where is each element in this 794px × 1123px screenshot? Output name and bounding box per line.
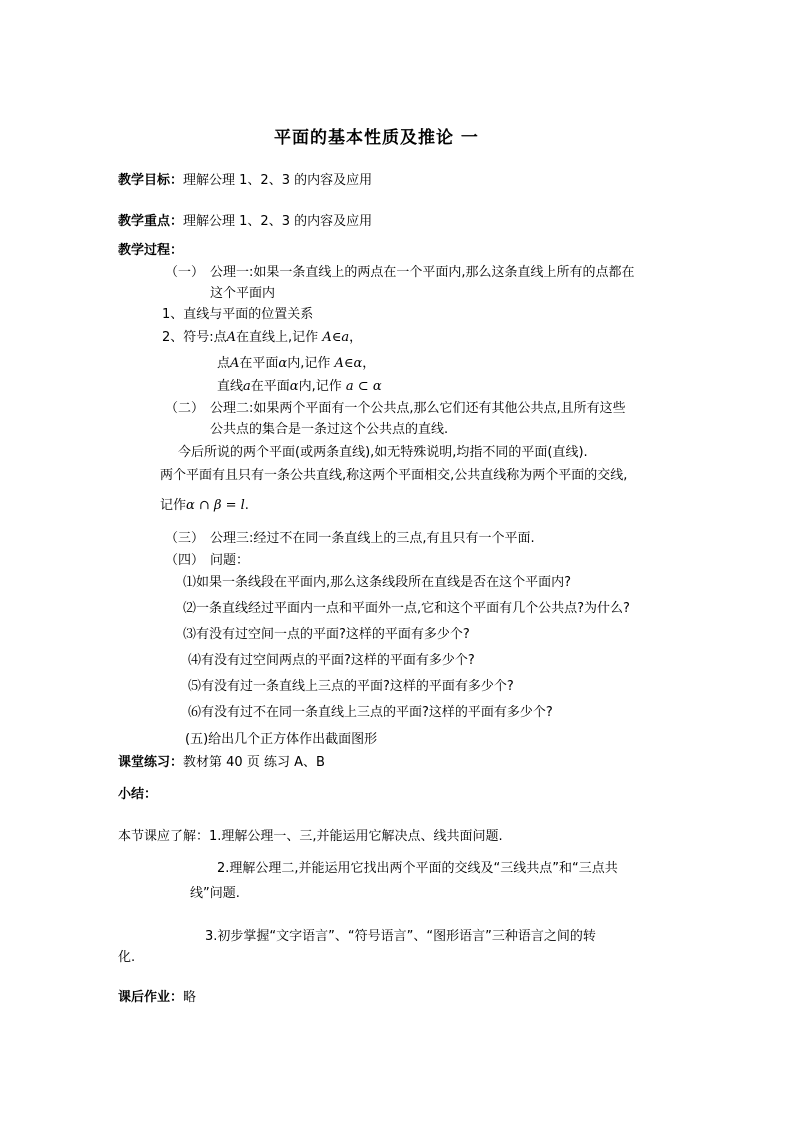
item1: 1、直线与平面的位置关系 [162,307,314,322]
objective-line [118,172,372,190]
keypoint-line [118,213,372,231]
symbol-line-point-in-plane: 点A在平面α内,记作 A∈α， [217,356,376,371]
question-1: ⑴如果一条线段在平面内,那么这条线段所在直线是否在这个平面内? [183,575,572,590]
page-title: 平面的基本性质及推论 一 [274,128,479,148]
axiom2-line2: 公共点的集合是一条过这个公共点的直线. [210,422,449,437]
practice-line [118,754,325,772]
questions-label: 问题： [210,553,250,568]
symbol-line-point-on-line: 2、符号:点A在直线上,记作 A∈a， [162,330,363,345]
axiom1-number: （一） [165,265,205,280]
practice-label: 课堂练习： [118,755,184,770]
objective-text: 理解公理 1、2、3 的内容及应用 [183,173,373,188]
summary-point2-line1: 2.理解公理二,并能运用它找出两个平面的交线及“三线共点”和“三点共 [217,861,618,876]
homework-text: 略 [183,990,197,1005]
axiom2-line1: 公理二:如果两个平面有一个公共点,那么它们还有其他公共点,且所有这些 [210,401,626,416]
axiom3-number: （三） [165,531,205,546]
question-5: ⑸有没有过一条直线上三点的平面?这样的平面有多少个? [188,679,514,694]
axiom2-number: （二） [165,401,205,416]
questions-number: （四） [165,553,205,568]
note-line: 今后所说的两个平面(或两条直线),如无特殊说明,均指不同的平面(直线). [178,445,588,460]
intersection-formula: α ∩ β = l [186,498,245,513]
summary-point2-line2: 线”问题. [190,886,240,901]
summary-point3-line2: 化. [118,950,136,965]
axiom3-text: 公理三:经过不在同一条直线上的三点,有且只有一个平面. [210,531,535,546]
practice-text: 教材第 40 页 练习 A、B [183,755,325,770]
item-five: (五)给出几个正方体作出截面图形 [185,732,378,747]
process-label: 教学过程： [118,243,184,258]
question-3: ⑶有没有过空间一点的平面?这样的平面有多少个? [183,627,470,642]
keypoint-label: 教学重点： [118,214,184,229]
symbol-line-line-in-plane: 直线a在平面α内,记作 a ⊂ α [217,379,382,394]
summary-point3-line1: 3.初步掌握“文字语言”、“符号语言”、“图形语言”三种语言之间的转 [205,929,596,944]
homework-line [118,989,196,1007]
question-6: ⑹有没有过不在同一条直线上三点的平面?这样的平面有多少个? [188,705,553,720]
summary-line1 [118,828,503,846]
question-4: ⑷有没有过空间两点的平面?这样的平面有多少个? [188,653,475,668]
summary-intro: 本节课应了解： [118,829,210,844]
homework-label: 课后作业： [118,990,184,1005]
keypoint-text: 理解公理 1、2、3 的内容及应用 [183,214,373,229]
objective-label: 教学目标： [118,173,184,188]
question-2: ⑵一条直线经过平面内一点和平面外一点,它和这个平面有几个公共点?为什么? [183,601,630,616]
intersect-line2: 记作α ∩ β = l. [160,498,249,513]
summary-label: 小结： [118,787,158,802]
summary-point1: 1.理解公理一、三,并能运用它解决点、线共面问题. [209,829,503,844]
axiom1-line1: 公理一:如果一条直线上的两点在一个平面内,那么这条直线上所有的点都在 [210,265,635,280]
intersect-line1: 两个平面有且只有一条公共直线,称这两个平面相交,公共直线称为两个平面的交线, [160,468,628,483]
axiom1-line2: 这个平面内 [210,286,276,301]
